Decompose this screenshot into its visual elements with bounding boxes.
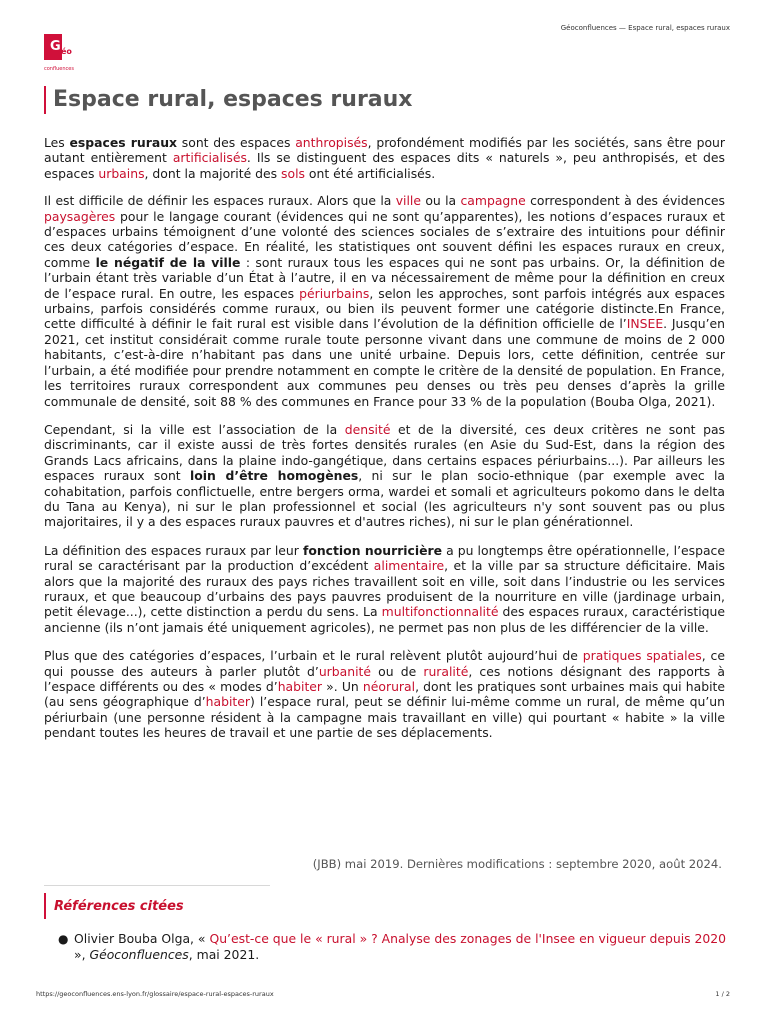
text: Cependant, si la ville est l’association de la (44, 421, 345, 437)
reference-author: Olivier Bouba Olga, « (74, 931, 210, 946)
text: et de la diversité, ces deux critères ne sont pas discriminants, car il existe aussi de très fortes densités rurales (en Asie du Sud-Est, dans la région des Grands Lacs africains, dans la plaine indo-gangétique, dans certains espaces périurbains...). Par ailleurs les espaces ruraux sont (44, 421, 725, 484)
svg-text:G: G (50, 39, 61, 54)
references-heading: Références citées (54, 898, 184, 914)
text: , selon les approches, sont parfois intégrés aux espaces urbains, parfois considérés comme ruraux, ou bien ils peuvent former une catégorie distincte.En France, cette difficulté à définir le fait rural est visible dans l’évolution de la définition officielle de l’ (44, 285, 725, 332)
running-header: Géoconfluences — Espace rural, espaces ruraux (560, 24, 730, 32)
text: ou de (371, 663, 424, 679)
text: ou la (421, 193, 461, 209)
glossary-link-neorural[interactable]: néorural (362, 679, 416, 694)
paragraph-3 (44, 422, 725, 530)
text: , profondément modifiés par les sociétés, sans être pour autant entièrement (44, 135, 726, 166)
reference-link[interactable]: Qu’est-ce que le « rural » ? Analyse des zonages de l'Insee en vigueur depuis 2020 (209, 931, 727, 946)
text: ) l’espace rural, peut se définir lui-même comme un rural, de même qu’un périurbain (une personne résident à la campagne mais travaillant en ville) qui pourtant « habite » la ville pendant toutes les heures de travail et une partie de ses déplacements. (44, 694, 725, 741)
text: », (74, 947, 90, 962)
reference-item (58, 931, 730, 963)
text: Plus que des catégories d’espaces, l’urbain et le rural relèvent plutôt aujourd’hui de (44, 648, 583, 664)
paragraph-5 (44, 648, 725, 740)
glossary-link-alimentaire[interactable]: alimentaire (373, 558, 445, 574)
text: , dont les pratiques sont urbaines mais qui habite (au sens géographique d’ (44, 679, 725, 710)
text: correspondent à des évidences (525, 193, 725, 209)
text: a pu longtemps être opérationnelle, l’espace rural se caractérisant par la production d’excédent (44, 542, 725, 574)
glossary-link-artificialises[interactable]: artificialisés (172, 150, 247, 166)
text: Les (44, 135, 70, 150)
glossary-link-paysageres[interactable]: paysagères (44, 208, 116, 224)
text: . Ils se distinguent des espaces dits « naturels », peu anthropisés, et des espaces (44, 150, 725, 181)
paragraph-2 (44, 193, 725, 409)
text: La définition des espaces ruraux par leur (44, 542, 303, 558)
text: ». Un (322, 679, 363, 694)
references-heading-block (44, 893, 184, 919)
article-body (44, 135, 725, 754)
bullet-icon: ● (58, 932, 69, 946)
footer-url: https://geoconfluences.ens-lyon.fr/glossaire/espace-rural-espaces-ruraux (36, 990, 274, 998)
text: ont été artificialisés. (304, 165, 436, 181)
glossary-link-habiter[interactable]: habiter (277, 679, 323, 694)
logo-graphic (44, 32, 78, 74)
title-block (44, 86, 730, 114)
glossary-link-ruralite[interactable]: ruralité (423, 663, 469, 679)
text: , ces notions désignant des rapports à l’espace différents ou des « modes d’ (44, 663, 725, 694)
glossary-link-ville[interactable]: ville (395, 193, 421, 209)
glossary-link-campagne[interactable]: campagne (460, 193, 526, 209)
text: , et la ville par sa structure déficitaire. Mais alors que la majorité des ruraux des pays riches travaillent soit en ville, soit dans l’industrie ou les services ruraux, et que beaucoup d’urbains des pays pauvres produisent de la nourriture en ville (jardinage urbain, petit élevage...), cette distinction a perdu du sens. La (44, 558, 725, 620)
svg-text:confluences: confluences (44, 66, 74, 72)
geoconfluences-logo[interactable] (44, 32, 78, 74)
text: . Jusqu’en 2021, cet institut considérait comme rurale toute personne vivant dans une commune de moins de 2 000 habitants, c’est-à-dire n’habitant pas dans une unité urbaine. Depuis lors, cette définition, centrée sur l’urbain, a été modifiée pour prendre notamment en compte le critère de la densité de population. En France, les territoires ruraux correspondent aux communes peu denses ou très peu denses d’après la grille communale de densité, soit 88 % des communes en France pour 33 % de la population (Bouba Olga, 2021). (44, 316, 725, 409)
bold-term: espaces ruraux (69, 135, 178, 150)
bold-term: fonction nourricière (302, 542, 443, 558)
glossary-link-habiter-2[interactable]: habiter (205, 694, 250, 710)
bold-term: loin d’être homogènes (189, 468, 359, 484)
glossary-link-insee[interactable]: INSEE (626, 316, 664, 332)
text: des espaces ruraux, caractéristique ancienne (ils n’ont jamais été uniquement agricoles), ne permet pas non plus de les différencier de la ville. (44, 604, 725, 635)
svg-text:éo: éo (61, 47, 72, 56)
glossary-link-periurbains[interactable]: périurbains (299, 285, 370, 301)
glossary-link-anthropises[interactable]: anthropisés (295, 135, 368, 150)
page-title: Espace rural, espaces ruraux (53, 87, 413, 112)
glossary-link-multifonctionnalite[interactable]: multifonctionnalité (381, 604, 499, 620)
paragraph-4 (44, 543, 725, 635)
text: : sont ruraux tous les espaces qui ne sont pas urbains. Or, la définition de l’urbain étant très variable d’un État à l’autre, il en va nécessairement de même pour la définition en creux de l’espace rural. En outre, les espaces (44, 254, 725, 301)
text: pour le langage courant (évidences qui ne sont qu’apparentes), les notions d’espaces ruraux et d’espaces urbains témoignent d’une volonté des sciences sociales de s’extraire des intuitions pour définir ces deux catégories d’espace. En réalité, les statistiques ont souvent défini les espaces ruraux en creux, comme (44, 208, 725, 270)
text: Il est difficile de définir les espaces ruraux. Alors que la (44, 193, 396, 209)
glossary-link-densite[interactable]: densité (344, 421, 391, 437)
text: , ni sur le plan socio-ethnique (par exemple avec la cohabitation, parfois conflictuelle, entre bergers orma, wardei et somali et agriculteurs pokomo dans le delta du Tana au Kenya), ni sur le plan professionnel et social (les agriculteurs n'y sont souvent pas ou plus majoritaires, il y a des espaces ruraux pauvres et d'autres riches), ni sur le plan générationnel. (44, 468, 725, 530)
bold-term: le négatif de la ville (95, 254, 241, 270)
references-list (58, 931, 730, 963)
section-divider (44, 885, 270, 886)
reference-source: Géoconfluences (89, 947, 189, 962)
glossary-link-pratiques-spatiales[interactable]: pratiques spatiales (582, 648, 702, 664)
glossary-link-sols[interactable]: sols (281, 165, 305, 181)
text: , dont la majorité des (144, 165, 282, 181)
paragraph-1 (44, 135, 725, 181)
text: sont des espaces (177, 135, 296, 150)
reference-date: , mai 2021. (188, 947, 260, 962)
article-signature: (JBB) mai 2019. Dernières modifications : septembre 2020, août 2024. (312, 857, 722, 871)
page-number: 1 / 2 (715, 990, 730, 998)
glossary-link-urbains[interactable]: urbains (98, 165, 145, 181)
text: , ce qui pousse des auteurs à parler plutôt d’ (44, 648, 725, 679)
glossary-link-urbanite[interactable]: urbanité (318, 663, 371, 679)
